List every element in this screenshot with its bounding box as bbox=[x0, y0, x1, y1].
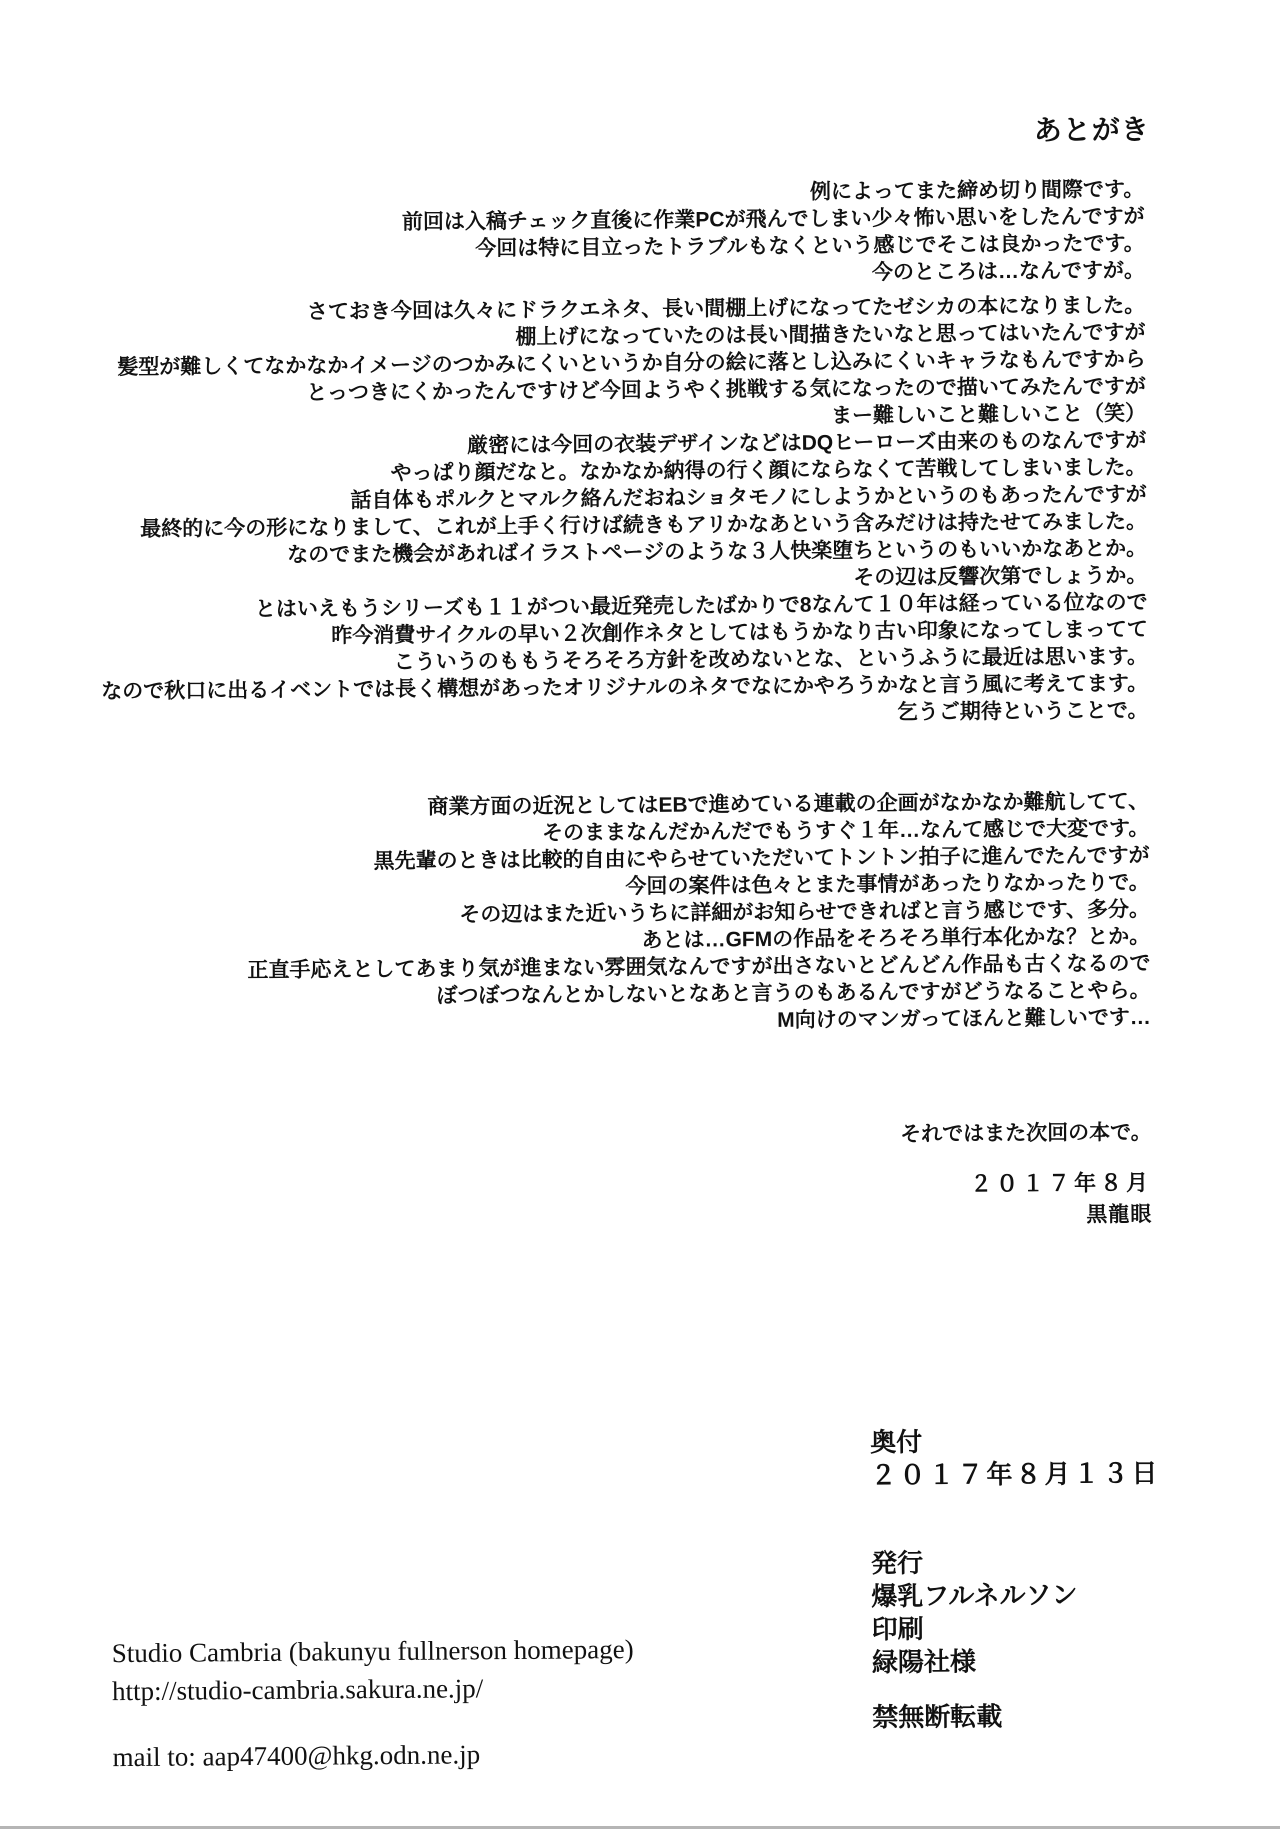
text-line: その辺はまた近いうちに詳細がお知らせできればと言う感じです、多分。 bbox=[459, 897, 1151, 927]
text-line: 例によってまた締め切り間際です。 bbox=[809, 178, 1145, 204]
text-line: そのままなんだかんだでもうすぐ１年…なんて感じで大変です。 bbox=[541, 816, 1150, 845]
contact-block bbox=[112, 1630, 635, 1776]
text-line: 最終的に今の形になりまして、これが上手く行けば続きもアリかなあという含みだけは持たせてみました。 bbox=[140, 510, 1148, 541]
text-line: とはいえもうシリーズも１１がつい最近発売したばかりで8なんて１０年は経っている位なので bbox=[254, 591, 1148, 622]
text-line: 前回は入稿チェック直後に作業PCが飛んでしまい少々怖い思いをしたんですが bbox=[401, 205, 1145, 234]
text-line: やっぱり顔だなと。なかなか納得の行く顔にならなくて苦戦してしまいました。 bbox=[390, 456, 1147, 485]
text-line: なので秋口に出るイベントでは長く構想があったオリジナルのネタでなにかやろうかなと言う風に考えてます。 bbox=[101, 672, 1149, 704]
reprint-prohibition-notice: 禁無断転載 bbox=[872, 1702, 1003, 1733]
text-line: とっつきにくかったんですけど今回ようやく挑戦する気になったので描いてみたんですが bbox=[306, 375, 1146, 405]
author-name: 黒龍眼 bbox=[1086, 1201, 1153, 1227]
colophon bbox=[870, 1424, 1162, 1734]
text-line: 黒先輩のときは比較的自由にやらせていただいてトントン拍子に進んでたんですが bbox=[373, 843, 1150, 874]
text-line: 正直手応えとしてあまり気が進まない雰囲気なんですが出さないとどんどん作品も古くなるので bbox=[247, 951, 1151, 983]
text-line: 今のところは…なんですが。 bbox=[871, 259, 1146, 285]
afterword-paragraph-3 bbox=[59, 788, 1151, 1040]
text-line: さておき今回は久々にドラクエネタ、長い間棚上げになってたゼシカの本になりました。 bbox=[306, 294, 1146, 324]
mail-address: mail to: aap47400@hkg.odn.ne.jp bbox=[112, 1739, 481, 1773]
text-line: 厳密には今回の衣装デザインなどはDQヒーローズ由来のものなんですが bbox=[467, 429, 1147, 458]
publisher-label: 発行 bbox=[870, 1548, 924, 1579]
text-line: 乞うご期待ということで。 bbox=[896, 699, 1149, 724]
publisher-name: 爆乳フルネルソン bbox=[871, 1580, 1078, 1612]
text-line: こういうのももうそろそろ方針を改めないとな、というふうに最近は思います。 bbox=[393, 645, 1149, 674]
page-title: あとがき bbox=[1033, 113, 1150, 146]
closing-line: それではまた次回の本で。 bbox=[900, 1120, 1152, 1146]
printer-name: 緑陽社様 bbox=[871, 1647, 977, 1678]
afterword-paragraph-1 bbox=[54, 176, 1145, 293]
signature-date: ２０１７年８月 bbox=[970, 1169, 1153, 1197]
text-line: 今回の案件は色々とまた事情があったりなかったりで。 bbox=[625, 870, 1150, 899]
colophon-heading: 奥付 bbox=[870, 1427, 923, 1458]
colophon-date: ２０１７年８月１３日 bbox=[870, 1458, 1161, 1491]
text-line: ぼつぼつなんとかしないとなあと言うのもあるんですがどうなることやら。 bbox=[436, 978, 1151, 1008]
site-url: http://studio-cambria.sakura.ne.jp/ bbox=[111, 1673, 484, 1707]
text-line: 昨今消費サイクルの早い２次創作ネタとしてはもうかなり古い印象になってしまってて bbox=[331, 618, 1148, 648]
printer-label: 印刷 bbox=[871, 1614, 924, 1645]
text-line: M向けのマンガってほんと難しいです… bbox=[777, 1005, 1151, 1032]
site-name: Studio Cambria (bakunyu fullnerson homepage) bbox=[111, 1634, 634, 1669]
text-line: まー難しいこと難しいこと（笑） bbox=[831, 402, 1147, 428]
afterword-paragraph-2 bbox=[55, 292, 1148, 733]
text-line: 話自体もポルクとマルク絡んだおねショタモノにしようかというのもあったんですが bbox=[350, 483, 1147, 513]
text-line: 今回は特に目立ったトラブルもなくという感じでそこは良かったです。 bbox=[475, 232, 1145, 261]
text-line: あとは…GFMの作品をそろそろ単行本化かな？とか。 bbox=[641, 924, 1151, 952]
text-line: 棚上げになっていたのは長い間描きたいなと思ってはいたんですが bbox=[515, 321, 1146, 349]
text-line: 髪型が難しくてなかなかイメージのつかみにくいというか自分の絵に落とし込みにくいキャラなもんですから bbox=[117, 348, 1146, 380]
text-line: その辺は反響次第でしょうか。 bbox=[853, 564, 1148, 590]
text-line: 商業方面の近況としてはEBで進めている連載の企画がなかなか難航してて、 bbox=[427, 789, 1150, 819]
text-line: なのでまた機会があればイラストページのような３人快楽堕ちというのもいいかなあとか。 bbox=[287, 537, 1148, 567]
